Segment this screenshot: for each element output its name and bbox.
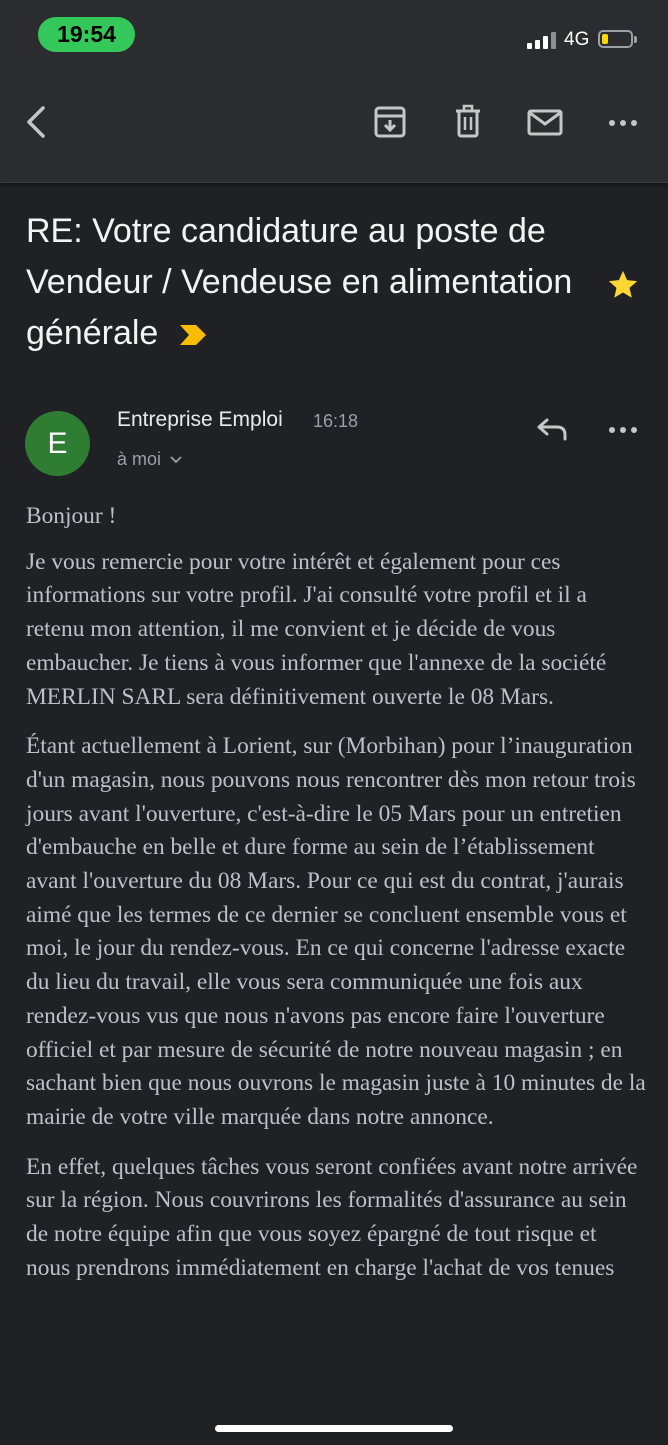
reply-icon[interactable] xyxy=(535,414,569,444)
signal-strength-icon xyxy=(527,32,557,49)
avatar[interactable]: E xyxy=(25,411,90,476)
email-subject xyxy=(26,206,586,359)
message-more-icon[interactable] xyxy=(606,420,640,440)
trash-icon[interactable] xyxy=(448,102,488,142)
battery-icon xyxy=(598,30,633,48)
status-time: 19:54 xyxy=(38,17,135,52)
archive-icon[interactable] xyxy=(370,102,410,142)
greeting: Bonjour ! xyxy=(26,503,117,529)
star-icon[interactable] xyxy=(606,268,640,302)
back-arrow-icon[interactable] xyxy=(18,102,58,142)
subject-text: RE: Votre candidature au poste de Vendeur / Vendeuse en alimentation générale xyxy=(26,212,573,352)
network-type: 4G xyxy=(564,29,590,50)
more-horizontal-icon[interactable] xyxy=(603,102,643,142)
sender-name: Entreprise Emploi xyxy=(117,408,283,431)
important-marker-icon[interactable] xyxy=(178,323,208,347)
mail-icon[interactable] xyxy=(525,102,565,142)
body-paragraph: Étant actuellement à Lorient, sur (Morbihan) pour l’inauguration d'un magasin, nous pouvons nous rencontrer dès mon retour trois jours avant l'ouverture, c'est-à-dire le 05 Mars pour un entretien d'embauche en belle et dure forme au sein de l’établissement avant l'ouverture du 08 Mars. Pour ce qui est du contrat, j'aurais aimé que les termes de ce dernier se concluent ensemble vous et moi, le jour du rendez-vous. En ce qui concerne l'adresse exacte du lieu du travail, elle vous sera communiquée une fois aux rendez-vous vus que nous n'avons pas encore faire l'ouverture officiel et par mesure de sécurité de notre nouveau magasin ; en sachant bien que nous ouvrons le magasin juste à 10 minutes de la mairie de votre ville marquée dans notre annonce. xyxy=(26,733,646,1130)
email-body xyxy=(26,500,646,1301)
chevron-down-icon xyxy=(170,456,182,464)
body-paragraph: Je vous remercie pour votre intérêt et également pour ces informations sur votre profil. J'ai consulté votre profil et il a retenu mon attention, il me convient et je décide de vous embaucher. Je tiens à vous informer que l'annexe de la société MERLIN SARL sera définitivement ouverte le 08 Mars. xyxy=(26,548,607,710)
home-indicator[interactable] xyxy=(215,1425,453,1432)
recipient-details[interactable] xyxy=(117,449,182,470)
body-paragraph: En effet, quelques tâches vous seront confiées avant notre arrivée sur la région. Nous couvrirons les formalités d'assurance au sein de notre équipe afin que vous soyez épargné de tout risque et nous prendrons immédiatement en charge l'achat de vos tenues xyxy=(26,1153,638,1281)
sent-time: 16:18 xyxy=(313,411,359,431)
email-toolbar xyxy=(0,70,668,183)
recipient-label: à moi xyxy=(117,449,162,469)
status-bar xyxy=(0,0,668,70)
